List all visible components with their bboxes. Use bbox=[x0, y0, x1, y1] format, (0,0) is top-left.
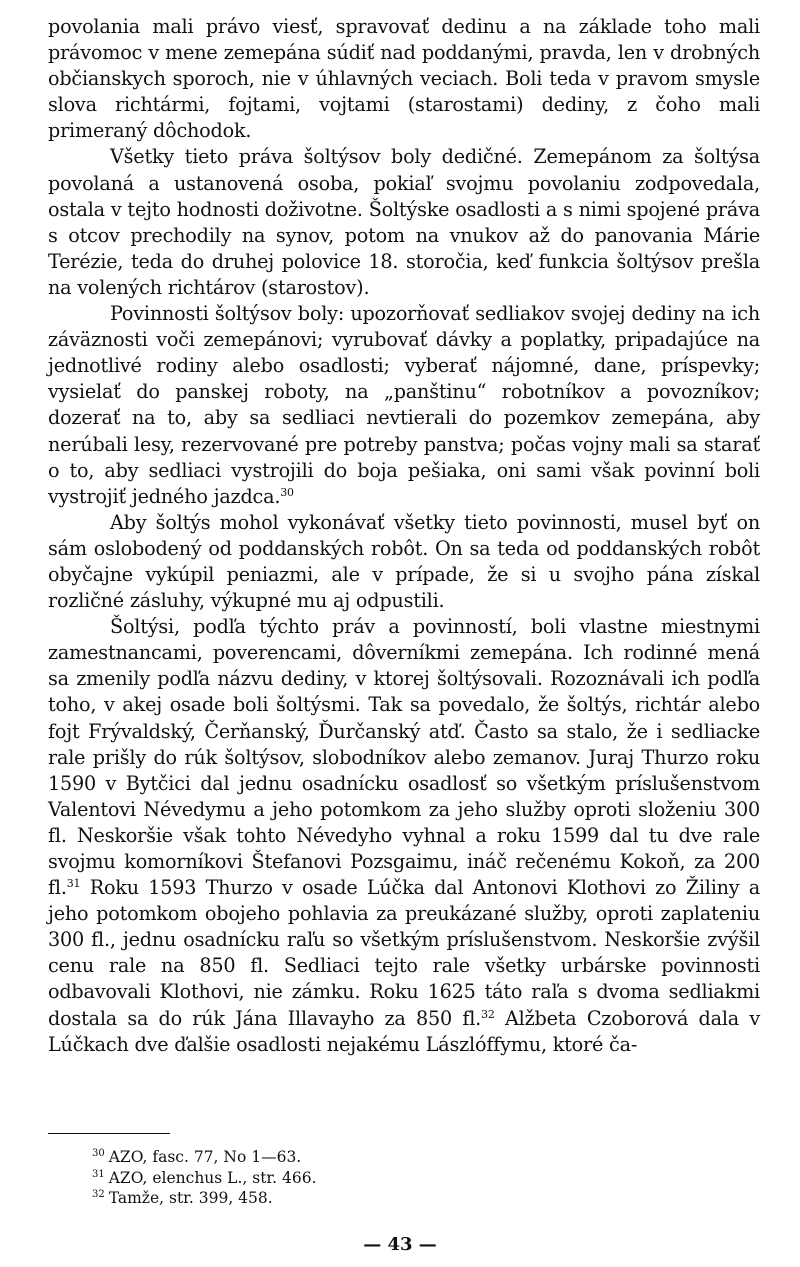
paragraph-hereditary-rights: Všetky tieto práva šoltýsov boly dedičné. Zemepánom za šoltýsa povolaná a ustanovená osoba, pokiaľ svojmu povolaniu zodpovedala, ostala v tejto hodnosti doživotne. Šoltýske osadlosti a s nimi spojené práva s otcov prechodily na synov, potom na vnukov až do panovania Márie Terézie, teda do druhej polovice 18. storočia, keď funkcia šoltýsov prešla na volených richtárov (starostov). bbox=[48, 145, 760, 299]
paragraph-local-officials: Šoltýsi, podľa týchto práv a povinností, boli vlastne miestnymi zamestnancami, poverencami, dôverníkmi zemepána. Ich rodinné mená sa zmenily podľa názvu dediny, v ktorej šoltýsovali. Rozoznávali ich podľa toho, v akej osade boli šoltýsmi. Tak sa povedalo, že šoltýs, richtár alebo fojt Frývaldský, Čerňanský, Ďurčanský atď. Často sa stalo, že i sedliacke rale prišly do rúk šoltýsov, slobodníkov alebo zemanov. Juraj Thurzo roku 1590 v Bytčici dal jednu osadnícku osadlosť so všetkým príslušenstvom Valentovi Névedymu a jeho potomkom za jeho služby oproti složeniu 300 fl. Neskoršie však tohto Névedyho vyhnal a roku 1599 dal tu dve rale svojmu komorníkovi Štefanovi Pozsgaimu, ináč rečenému Kokoň, za 200 fl.$^{31}$ Roku 1593 Thurzo v osade Lúčka dal Antonovi Klothovi zo Žiliny a jeho potomkom obojeho pohlavia za preukázané služby, oproti zaplateniu 300 fl., jednu osadnícku raľu so všetkým príslušenstvom. Neskoršie zvýšil cenu rale na 850 fl. Sedliaci tejto rale všetky urbárske povinnosti odbavovali Klothovi, nie zámku. Roku 1625 táto raľa s dvoma sedliakmi dostala sa do rúk Jána Illavayho za 850 fl.$^{32}$ Alžbeta Czoborová dala v Lúčkach dve ďalšie osadlosti nejakému Lászlóffymu, ktoré ča- bbox=[48, 615, 761, 1056]
paragraph-continuation: povolania mali právo viesť, spravovať dedinu a na základe toho mali právomoc v mene zemepána súdiť nad poddanými, pravda, len v drobných občianskych sporoch, nie v úhlavných veciach. Boli teda v pravom smysle slova richtármi, fojtami, vojtami (starostami) dediny, z čoho mali primeraný dôchodok. bbox=[48, 15, 760, 143]
footnote-32: $^{32}$ Tamže, str. 399, 458. bbox=[92, 1189, 273, 1207]
body-text bbox=[48, 14, 760, 1058]
footnote-ref-31: 31 bbox=[66, 877, 81, 891]
page-number: — 43 — bbox=[363, 1234, 437, 1255]
footnote-separator bbox=[48, 1133, 170, 1134]
footnotes bbox=[92, 1147, 692, 1209]
footnote-30: $^{30}$ AZO, fasc. 77, No 1—63. bbox=[92, 1148, 302, 1166]
footnote-ref-32: 32 bbox=[481, 1007, 495, 1021]
footnote-31: $^{31}$ AZO, elenchus L., str. 466. bbox=[92, 1168, 317, 1187]
paragraph-duties: Povinnosti šoltýsov boly: upozorňovať sedliakov svojej dediny na ich záväznosti voči zemepánovi; vyrubovať dávky a poplatky, pripadajúce na jednotlivé rodiny alebo osadlosti; vyberať nájomné, dane, príspevky; vysielať do panskej roboty, na „panštinu“ robotníkov a povozníkov; dozerať na to, aby sa sedliaci nevtierali do pozemkov zemepána, aby nerúbali lesy, rezervované pre potreby panstva; počas vojny mali sa starať o to, aby sedliaci vystrojili do boja pešiaka, oni sami však povinní boli vystrojiť jedného jazdca.$^{30}$ bbox=[48, 302, 760, 508]
footnote-ref-30: 30 bbox=[280, 485, 294, 499]
paragraph-exemption: Aby šoltýs mohol vykonávať všetky tieto povinnosti, musel byť on sám oslobodený od poddanských robôt. On sa teda od poddanských robôt obyčajne vykúpil peniazmi, ale v prípade, že si u svojho pána získal rozličné zásluhy, výkupné mu aj odpustili. bbox=[48, 510, 760, 613]
